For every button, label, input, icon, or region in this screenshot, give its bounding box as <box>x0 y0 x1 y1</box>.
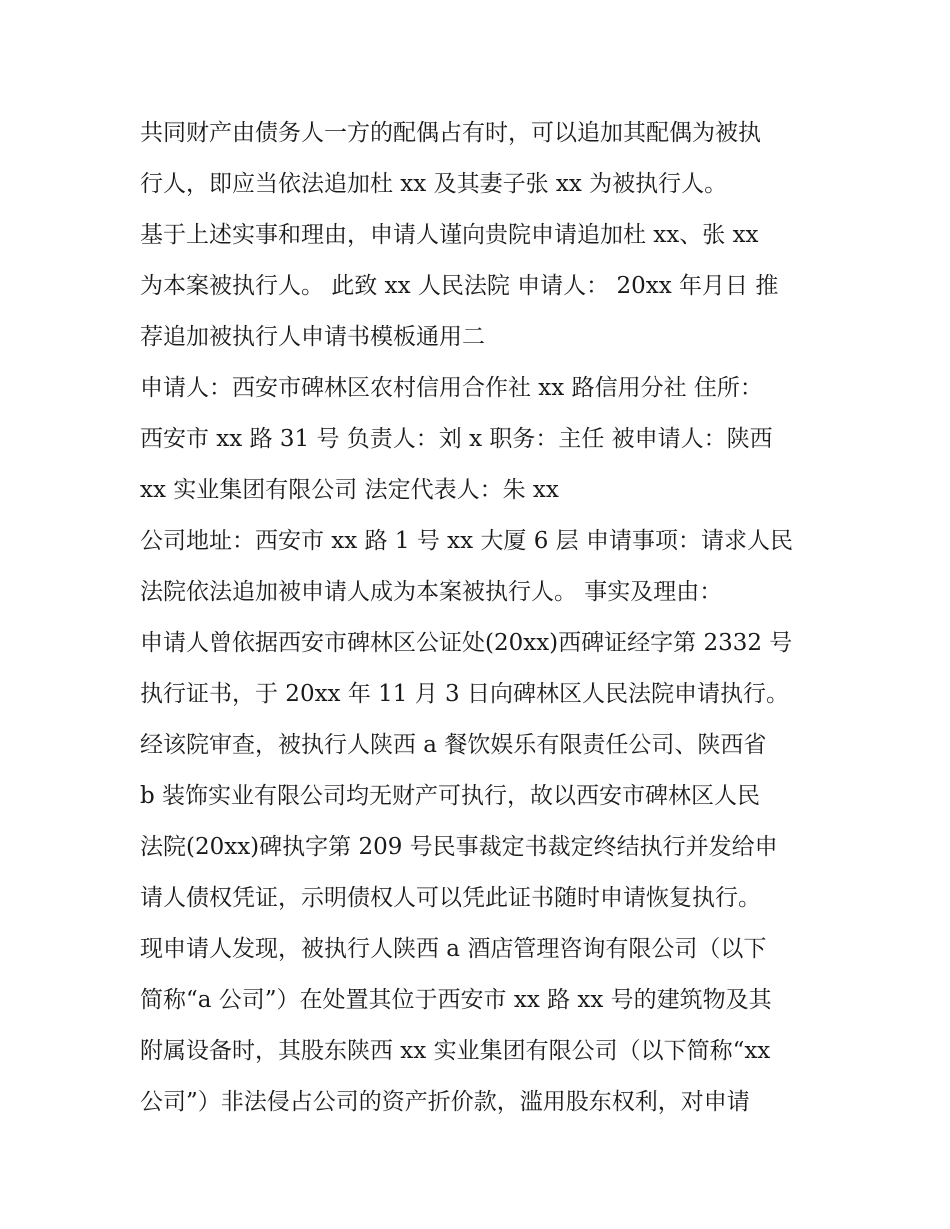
text-line: 公司地址：西安市 xx 路 1 号 xx 大厦 6 层 申请事项：请求人民 <box>140 528 793 554</box>
text-line: 基于上述实事和理由，申请人谨向贵院申请追加杜 xx、张 xx <box>140 222 759 248</box>
text-line: 请人债权凭证，示明债权人可以凭此证书随时申请恢复执行。 <box>140 885 761 911</box>
text-line: 现申请人发现，被执行人陕西 a 酒店管理咨询有限公司（以下 <box>140 936 767 962</box>
text-line: 为本案被执行人。 此致 xx 人民法院 申请人： 20xx 年月日 推 <box>140 273 779 299</box>
text-line: 申请人：西安市碑林区农村信用合作社 xx 路信用分社 住所： <box>140 375 763 401</box>
text-line: 法院(20xx)碑执字第 209 号民事裁定书裁定终结执行并发给申 <box>140 834 778 860</box>
text-line: 经该院审查，被执行人陕西 a 餐饮娱乐有限责任公司、陕西省 <box>140 732 767 758</box>
text-line: 公司”）非法侵占公司的资产折价款，滥用股东权利，对申请 <box>140 1089 750 1115</box>
text-line: 荐追加被执行人申请书模板通用二 <box>140 324 485 350</box>
text-line: 西安市 xx 路 31 号 负责人：刘 x 职务：主任 被申请人：陕西 <box>140 426 773 452</box>
text-line: 法院依法追加被申请人成为本案被执行人。 事实及理由： <box>140 579 723 605</box>
document-body <box>140 108 820 1128</box>
text-line: 共同财产由债务人一方的配偶占有时，可以追加其配偶为被执 <box>140 120 761 146</box>
text-line: 附属设备时，其股东陕西 xx 实业集团有限公司（以下简称“xx <box>140 1038 771 1064</box>
text-line: 执行证书，于 20xx 年 11 月 3 日向碑林区人民法院申请执行。 <box>140 681 789 707</box>
text-line: b 装饰实业有限公司均无财产可执行，故以西安市碑林区人民 <box>140 783 761 809</box>
text-line: 简称“a 公司”）在处置其位于西安市 xx 路 xx 号的建筑物及其 <box>140 987 772 1013</box>
text-line: xx 实业集团有限公司 法定代表人：朱 xx <box>140 477 559 503</box>
text-line: 申请人曾依据西安市碑林区公证处(20xx)西碑证经字第 2332 号 <box>140 630 793 656</box>
text-line: 行人，即应当依法追加杜 xx 及其妻子张 xx 为被执行人。 <box>140 171 728 197</box>
